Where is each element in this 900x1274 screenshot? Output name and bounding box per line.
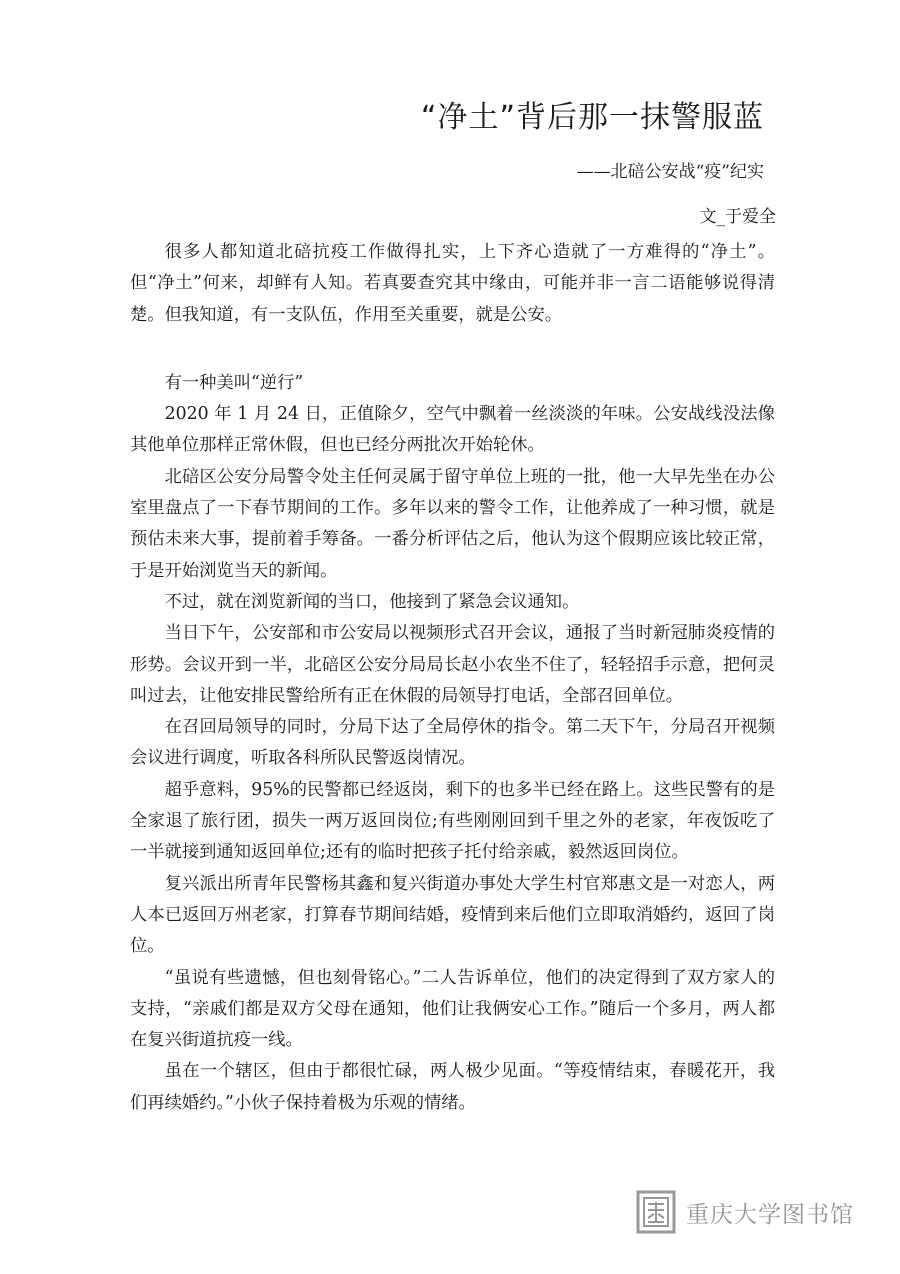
article-title: “净土”背后那一抹警服蓝 [420,100,764,135]
article-author: 文_于爱全 [699,207,776,227]
paragraph: 超乎意料，95%的民警都已经返岗，剩下的也多半已经在路上。这些民警有的是全家退了旅行团，损失一两万返回岗位;有些刚刚回到千里之外的老家，年夜饭吃了一半就接到通知返回单位;还有的临时把孩子托付给亲戚，毅然返回岗位。 [130,779,775,863]
paragraph: 2020 年 1 月 24 日，正值除夕，空气中飘着一丝淡淡的年味。公安战线没法像其他单位那样正常休假，但也已经分两批次开始轮休。 [130,404,775,456]
library-seal-icon [636,1190,676,1234]
article-body [130,234,775,1119]
article-subtitle: ——北碚公安战“疫”纪实 [576,162,764,182]
paragraph: 很多人都知道北碚抗疫工作做得扎实，上下齐心造就了一方难得的“净土”。但“净土”何来，却鲜有人知。若真要查究其中缘由，可能并非一言二语能够说得清楚。但我知道，有一支队伍，作用至关重要，就是公安。 [130,242,775,325]
paragraph: 虽在一个辖区，但由于都很忙碌，两人极少见面。“等疫情结束，春暖花开，我们再续婚约。”小伙子保持着极为乐观的情绪。 [130,1061,775,1113]
watermark-text: 重庆大学图书馆 [686,1201,854,1228]
section-heading: 有一种美叫“逆行” [164,372,304,393]
paragraph: 不过，就在浏览新闻的当口，他接到了紧急会议通知。 [164,591,580,612]
paragraph: 在召回局领导的同时，分局下达了全局停休的指令。第二天下午，分局召开视频会议进行调度，听取各科所队民警返岗情况。 [130,717,775,769]
library-watermark [636,1189,854,1235]
paragraph: 当日下午，公安部和市公安局以视频形式召开会议，通报了当时新冠肺炎疫情的形势。会议开到一半，北碚区公安分局局长赵小农坐不住了，轻轻招手示意，把何灵叫过去，让他安排民警给所有正在休假的局领导打电话，全部召回单位。 [130,623,775,706]
paragraph: 复兴派出所青年民警杨其鑫和复兴街道办事处大学生村官郑惠文是一对恋人，两人本已返回万州老家，打算春节期间结婚，疫情到来后他们立即取消婚约，返回了岗位。 [130,873,775,957]
paragraph: 北碚区公安分局警令处主任何灵属于留守单位上班的一批，他一大早先坐在办公室里盘点了一下春节期间的工作。多年以来的警令工作，让他养成了一种习惯，就是预估未来大事，提前着手筹备。一番分析评估之后，他认为这个假期应该比较正常，于是开始浏览当天的新闻。 [130,466,775,581]
paragraph: “虽说有些遗憾，但也刻骨铭心。”二人告诉单位，他们的决定得到了双方家人的支持，“亲戚们都是双方父母在通知，他们让我俩安心工作。”随后一个多月，两人都在复兴街道抗疫一线。 [130,967,775,1051]
